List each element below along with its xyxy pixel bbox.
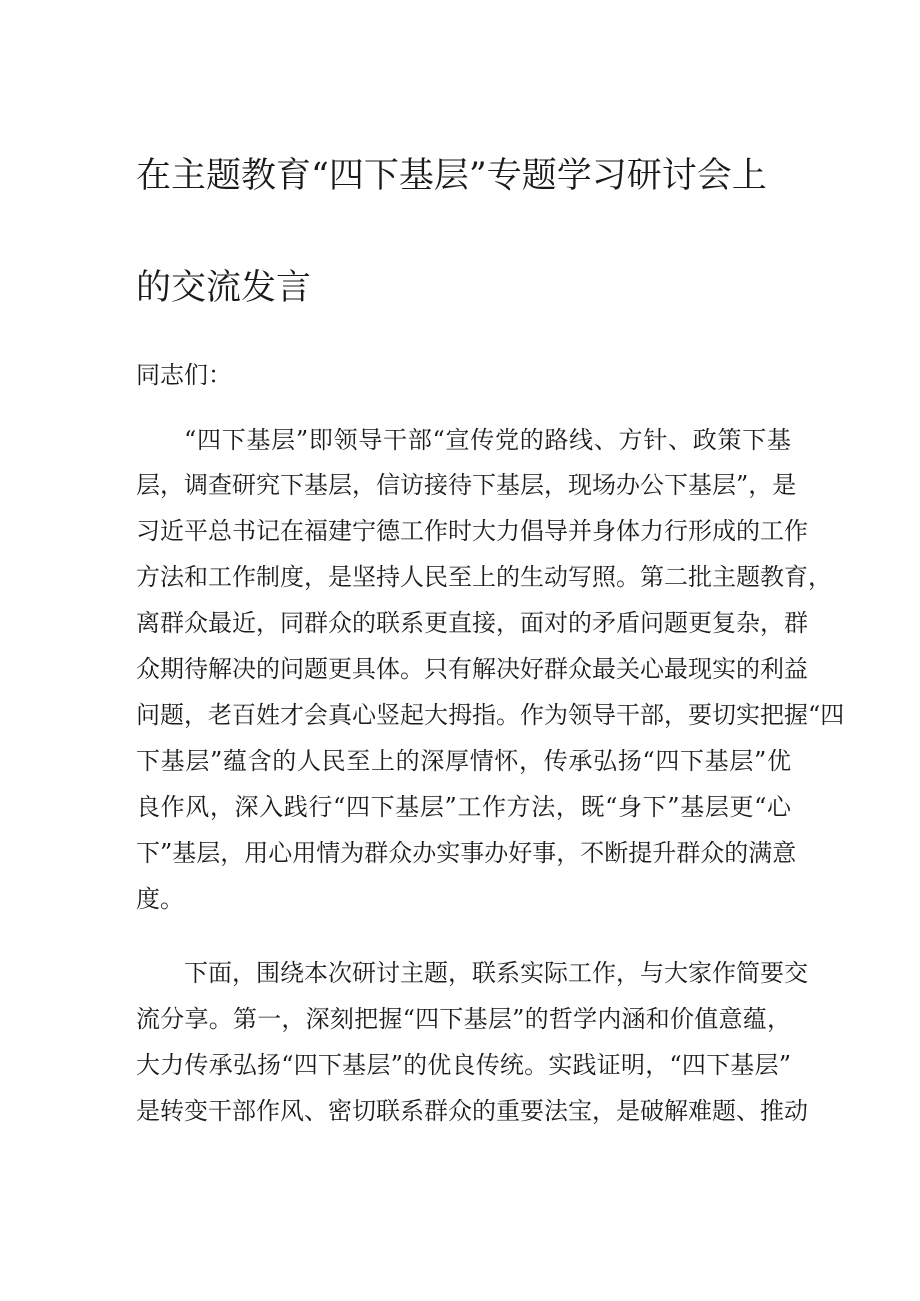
paragraph1-line: 离群众最近，同群众的联系更直接，面对的矛盾问题更复杂，群 xyxy=(136,609,808,637)
paragraph1-line: 下”基层，用心用情为群众办实事办好事，不断提升群众的满意 xyxy=(136,839,797,867)
paragraph2-line: 流分享。第一，深刻把握“四下基层”的哲学内涵和价值意蕴， xyxy=(136,1005,791,1033)
paragraph1-line: 问题，老百姓才会真心竖起大拇指。作为领导干部，要切实把握“四 xyxy=(136,701,845,729)
paragraph1-line: 良作风，深入践行“四下基层”工作方法，既“身下”基层更“心 xyxy=(136,793,791,821)
salutation: 同志们： xyxy=(136,361,232,389)
paragraph1-line: 众期待解决的问题更具体。只有解决好群众最关心最现实的利益 xyxy=(136,655,808,683)
paragraph2-line: 大力传承弘扬“四下基层”的优良传统。实践证明，“四下基层” xyxy=(136,1051,791,1079)
paragraph2-line: 是转变干部作风、密切联系群众的重要法宝，是破解难题、推动 xyxy=(136,1097,808,1125)
document-title-line-1: 在主题教育“四下基层”专题学习研讨会上 xyxy=(136,156,767,196)
paragraph1-line: “四下基层”即领导干部“宣传党的路线、方针、政策下基 xyxy=(184,426,791,454)
document-title-line-2: 的交流发言 xyxy=(136,268,312,308)
paragraph2-line: 下面，围绕本次研讨主题，联系实际工作，与大家作简要交 xyxy=(184,959,808,987)
paragraph1-line: 度。 xyxy=(136,885,184,913)
paragraph1-line: 下基层”蕴含的人民至上的深厚情怀，传承弘扬“四下基层”优 xyxy=(136,747,791,775)
paragraph1-line: 习近平总书记在福建宁德工作时大力倡导并身体力行形成的工作 xyxy=(136,517,808,545)
paragraph1-line: 层，调查研究下基层，信访接待下基层，现场办公下基层”，是 xyxy=(136,471,797,499)
paragraph1-line: 方法和工作制度，是坚持人民至上的生动写照。第二批主题教育， xyxy=(136,563,832,591)
